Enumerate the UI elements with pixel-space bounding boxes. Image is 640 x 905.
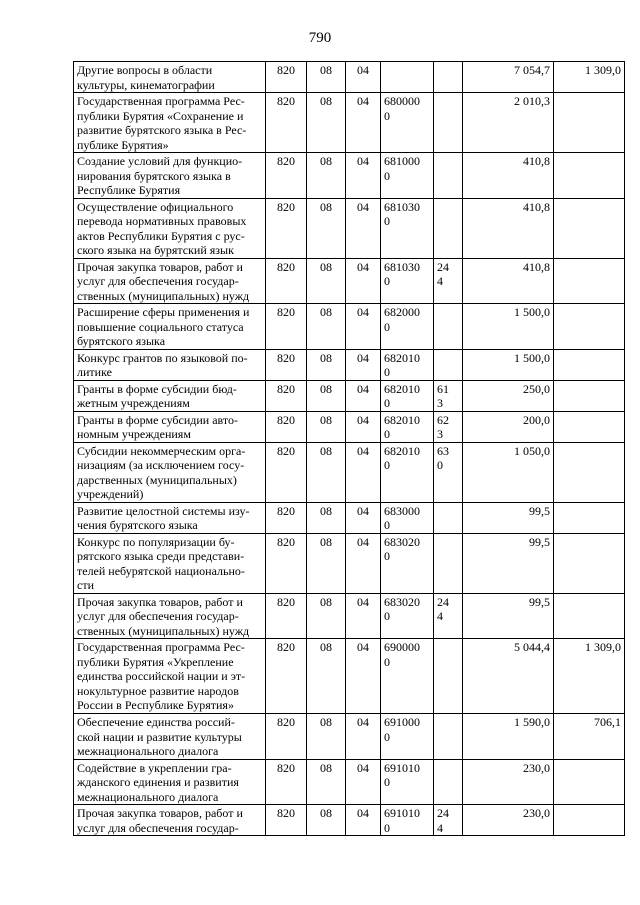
table-row <box>74 304 625 350</box>
table-row <box>74 533 625 593</box>
ministry-code-cell: 820 <box>266 153 307 199</box>
target-article-cell <box>381 93 434 153</box>
item-name-line: услуг для обеспечения государ- <box>77 274 239 288</box>
subsection-code-cell: 04 <box>346 714 381 760</box>
expense-type-cell <box>434 533 463 593</box>
ministry-code-cell: 820 <box>266 93 307 153</box>
ministry-code-cell: 820 <box>266 533 307 593</box>
expense-type-cell <box>434 442 463 502</box>
target-article-cell <box>381 62 434 93</box>
target-article-line: 0 <box>384 108 390 123</box>
item-name-line: учреждений) <box>77 487 144 501</box>
amount-federal-cell <box>554 411 625 442</box>
target-article-cell <box>381 442 434 502</box>
expense-type-cell <box>434 153 463 199</box>
subsection-code-cell: 04 <box>346 759 381 805</box>
amount-cell: 410,8 <box>463 198 554 258</box>
expense-type-line: 24 <box>437 594 449 609</box>
item-name-line: Прочая закупка товаров, работ и <box>77 259 243 274</box>
item-name-line: бурятского языка <box>77 334 166 348</box>
item-name-line: Конкурс по популяризации бу- <box>77 534 235 549</box>
expense-type-line: 3 <box>437 396 443 410</box>
item-name-line: культуры, кинематографии <box>77 77 215 92</box>
target-article-cell <box>381 411 434 442</box>
item-name-line: Обеспечение единства россий- <box>77 715 235 729</box>
item-name-line: нокультурное развитие народов <box>77 683 239 698</box>
section-code-cell: 08 <box>307 153 346 199</box>
expense-type-line: 61 <box>437 381 449 396</box>
expense-type-cell <box>434 593 463 639</box>
target-article-line: 680000 <box>384 94 420 108</box>
item-name-line: публике Бурятия» <box>77 137 169 152</box>
budget-table <box>73 61 625 836</box>
item-name-line: услуг для обеспечения государ- <box>77 609 239 623</box>
item-name-line: чения бурятского языка <box>77 518 198 532</box>
expense-type-cell <box>434 349 463 380</box>
item-name-line: рятского языка среди представи- <box>77 549 245 563</box>
target-article-cell <box>381 714 434 760</box>
amount-cell: 1 050,0 <box>463 442 554 502</box>
target-article-line: 683020 <box>384 534 420 549</box>
section-code-cell: 08 <box>307 62 346 93</box>
ministry-code-cell: 820 <box>266 805 307 836</box>
amount-cell: 230,0 <box>463 759 554 805</box>
amount-cell: 230,0 <box>463 805 554 836</box>
ministry-code-cell: 820 <box>266 198 307 258</box>
target-article-cell <box>381 759 434 805</box>
target-article-cell <box>381 593 434 639</box>
subsection-code-cell: 04 <box>346 593 381 639</box>
subsection-code-cell: 04 <box>346 258 381 304</box>
item-name-cell <box>74 153 266 199</box>
section-code-cell: 08 <box>307 593 346 639</box>
subsection-code-cell: 04 <box>346 411 381 442</box>
section-code-cell: 08 <box>307 639 346 714</box>
subsection-code-cell: 04 <box>346 304 381 350</box>
target-article-cell <box>381 153 434 199</box>
target-article-cell <box>381 258 434 304</box>
table-row <box>74 759 625 805</box>
table-row <box>74 93 625 153</box>
expense-type-line: 4 <box>437 820 443 835</box>
expense-type-line: 0 <box>437 458 443 472</box>
subsection-code-cell: 04 <box>346 62 381 93</box>
item-name-line: литике <box>77 365 112 379</box>
item-name-line: сти <box>77 578 94 592</box>
section-code-cell: 08 <box>307 198 346 258</box>
item-name-line: услуг для обеспечения государ- <box>77 820 239 835</box>
target-article-line: 682010 <box>384 443 420 458</box>
item-name-line: низациям (за исключением госу- <box>77 458 245 472</box>
target-article-line: 691010 <box>384 760 420 775</box>
ministry-code-cell: 820 <box>266 411 307 442</box>
section-code-cell: 08 <box>307 349 346 380</box>
amount-cell: 410,8 <box>463 258 554 304</box>
target-article-line: 683000 <box>384 503 420 518</box>
amount-federal-cell <box>554 805 625 836</box>
item-name-line: межнационального диалога <box>77 789 219 804</box>
ministry-code-cell: 820 <box>266 258 307 304</box>
item-name-line: публики Бурятия «Укрепление <box>77 654 234 669</box>
ministry-code-cell: 820 <box>266 759 307 805</box>
item-name-line: Гранты в форме субсидии бюд- <box>77 381 237 396</box>
target-article-line: 690000 <box>384 640 420 654</box>
item-name-line: повышение социального статуса <box>77 319 244 334</box>
item-name-cell <box>74 349 266 380</box>
item-name-line: Развитие целостной системы изу- <box>77 503 250 518</box>
section-code-cell: 08 <box>307 759 346 805</box>
target-article-line: 0 <box>384 820 390 835</box>
amount-federal-cell <box>554 198 625 258</box>
item-name-line: ственных (муниципальных) нужд <box>77 623 250 638</box>
ministry-code-cell: 820 <box>266 62 307 93</box>
table-row <box>74 380 625 411</box>
subsection-code-cell: 04 <box>346 93 381 153</box>
ministry-code-cell: 820 <box>266 442 307 502</box>
amount-federal-cell <box>554 258 625 304</box>
expense-type-line: 4 <box>437 274 443 288</box>
target-article-cell <box>381 805 434 836</box>
target-article-line: 682010 <box>384 350 420 365</box>
target-article-line: 0 <box>384 458 390 472</box>
item-name-line: актов Республики Бурятия с рус- <box>77 228 245 243</box>
target-article-line: 0 <box>384 427 390 441</box>
item-name-cell <box>74 502 266 533</box>
subsection-code-cell: 04 <box>346 502 381 533</box>
amount-federal-cell <box>554 304 625 350</box>
table-row <box>74 62 625 93</box>
expense-type-line: 24 <box>437 259 449 274</box>
amount-cell: 99,5 <box>463 502 554 533</box>
target-article-line: 0 <box>384 609 390 623</box>
item-name-line: ственных (муниципальных) нужд <box>77 288 250 303</box>
subsection-code-cell: 04 <box>346 380 381 411</box>
target-article-line: 0 <box>384 168 390 183</box>
expense-type-cell <box>434 62 463 93</box>
expense-type-cell <box>434 714 463 760</box>
target-article-line: 0 <box>384 396 390 410</box>
expense-type-cell <box>434 258 463 304</box>
item-name-line: Государственная программа Рес- <box>77 640 245 654</box>
amount-federal-cell <box>554 380 625 411</box>
ministry-code-cell: 820 <box>266 502 307 533</box>
expense-type-cell <box>434 411 463 442</box>
amount-federal-cell <box>554 593 625 639</box>
table-row <box>74 349 625 380</box>
target-article-cell <box>381 502 434 533</box>
item-name-cell <box>74 411 266 442</box>
item-name-cell <box>74 714 266 760</box>
amount-cell: 200,0 <box>463 411 554 442</box>
target-article-line: 0 <box>384 549 390 563</box>
expense-type-cell <box>434 502 463 533</box>
item-name-cell <box>74 198 266 258</box>
item-name-cell <box>74 442 266 502</box>
item-name-cell <box>74 759 266 805</box>
amount-federal-cell <box>554 349 625 380</box>
expense-type-line: 62 <box>437 412 449 427</box>
amount-cell: 1 500,0 <box>463 304 554 350</box>
item-name-line: Прочая закупка товаров, работ и <box>77 806 243 820</box>
target-article-line: 0 <box>384 729 390 744</box>
section-code-cell: 08 <box>307 805 346 836</box>
amount-federal-cell <box>554 153 625 199</box>
subsection-code-cell: 04 <box>346 639 381 714</box>
target-article-cell <box>381 639 434 714</box>
expense-type-line: 4 <box>437 609 443 623</box>
amount-federal-cell: 1 309,0 <box>554 62 625 93</box>
subsection-code-cell: 04 <box>346 442 381 502</box>
item-name-cell <box>74 639 266 714</box>
target-article-cell <box>381 349 434 380</box>
section-code-cell: 08 <box>307 442 346 502</box>
target-article-line: 681000 <box>384 154 420 168</box>
item-name-line: Республике Бурятия <box>77 183 181 197</box>
expense-type-cell <box>434 639 463 714</box>
target-article-line: 682010 <box>384 412 420 427</box>
amount-federal-cell <box>554 759 625 805</box>
table-row <box>74 805 625 836</box>
amount-cell: 250,0 <box>463 380 554 411</box>
item-name-cell <box>74 805 266 836</box>
section-code-cell: 08 <box>307 411 346 442</box>
amount-cell: 99,5 <box>463 593 554 639</box>
item-name-cell <box>74 62 266 93</box>
target-article-line: 691000 <box>384 715 420 729</box>
item-name-line: Содействие в укреплении гра- <box>77 760 232 775</box>
item-name-line: жетным учреждениям <box>77 396 190 410</box>
expense-type-cell <box>434 380 463 411</box>
table-row <box>74 502 625 533</box>
item-name-cell <box>74 258 266 304</box>
item-name-line: Осуществление официального <box>77 199 234 214</box>
table-row <box>74 593 625 639</box>
item-name-line: Другие вопросы в области <box>77 63 213 77</box>
item-name-line: России в Республике Бурятия» <box>77 698 234 712</box>
item-name-cell <box>74 533 266 593</box>
item-name-line: развитие бурятского языка в Рес- <box>77 123 247 137</box>
item-name-cell <box>74 304 266 350</box>
section-code-cell: 08 <box>307 258 346 304</box>
item-name-cell <box>74 380 266 411</box>
amount-cell: 99,5 <box>463 533 554 593</box>
target-article-cell <box>381 304 434 350</box>
target-article-line: 0 <box>384 518 390 532</box>
ministry-code-cell: 820 <box>266 380 307 411</box>
item-name-line: Расширение сферы применения и <box>77 305 250 319</box>
item-name-line: перевода нормативных правовых <box>77 214 247 228</box>
section-code-cell: 08 <box>307 304 346 350</box>
budget-table-body <box>74 62 625 836</box>
expense-type-cell <box>434 93 463 153</box>
subsection-code-cell: 04 <box>346 198 381 258</box>
item-name-line: единства российской нации и эт- <box>77 669 246 683</box>
page-number: 790 <box>308 30 332 46</box>
target-article-line: 0 <box>384 319 390 334</box>
item-name-line: Гранты в форме субсидии авто- <box>77 412 239 427</box>
item-name-line: нирования бурятского языка в <box>77 168 231 183</box>
expense-type-cell <box>434 759 463 805</box>
ministry-code-cell: 820 <box>266 349 307 380</box>
target-article-cell <box>381 198 434 258</box>
item-name-line: Конкурс грантов по языковой по- <box>77 350 248 365</box>
table-row <box>74 411 625 442</box>
amount-cell: 410,8 <box>463 153 554 199</box>
item-name-line: жданского единения и развития <box>77 775 239 789</box>
expense-type-line: 3 <box>437 427 443 441</box>
subsection-code-cell: 04 <box>346 533 381 593</box>
item-name-line: ского языка на бурятский язык <box>77 243 234 257</box>
amount-federal-cell <box>554 502 625 533</box>
amount-federal-cell: 706,1 <box>554 714 625 760</box>
item-name-line: телей небурятской национально- <box>77 563 245 578</box>
table-row <box>74 198 625 258</box>
item-name-line: Субсидии некоммерческим орга- <box>77 443 246 458</box>
table-row <box>74 258 625 304</box>
target-article-line: 0 <box>384 274 390 288</box>
table-row <box>74 442 625 502</box>
expense-type-cell <box>434 304 463 350</box>
item-name-line: Государственная программа Рес- <box>77 94 245 108</box>
target-article-line: 682010 <box>384 381 420 396</box>
ministry-code-cell: 820 <box>266 639 307 714</box>
amount-federal-cell <box>554 533 625 593</box>
target-article-line: 681030 <box>384 199 420 214</box>
target-article-line: 683020 <box>384 594 420 609</box>
item-name-line: Прочая закупка товаров, работ и <box>77 594 243 609</box>
subsection-code-cell: 04 <box>346 349 381 380</box>
item-name-line: дарственных (муниципальных) <box>77 472 237 487</box>
subsection-code-cell: 04 <box>346 805 381 836</box>
item-name-cell <box>74 93 266 153</box>
amount-federal-cell <box>554 93 625 153</box>
item-name-line: Создание условий для функцио- <box>77 154 243 168</box>
section-code-cell: 08 <box>307 714 346 760</box>
expense-type-cell <box>434 198 463 258</box>
target-article-line: 0 <box>384 365 390 379</box>
amount-cell: 5 044,4 <box>463 639 554 714</box>
amount-cell: 1 590,0 <box>463 714 554 760</box>
ministry-code-cell: 820 <box>266 593 307 639</box>
ministry-code-cell: 820 <box>266 714 307 760</box>
section-code-cell: 08 <box>307 502 346 533</box>
item-name-line: межнационального диалога <box>77 744 219 758</box>
section-code-cell: 08 <box>307 380 346 411</box>
target-article-line: 682000 <box>384 305 420 319</box>
table-row <box>74 153 625 199</box>
item-name-line: публики Бурятия «Сохранение и <box>77 108 244 123</box>
amount-cell: 7 054,7 <box>463 62 554 93</box>
section-code-cell: 08 <box>307 533 346 593</box>
target-article-line: 0 <box>384 214 390 228</box>
amount-federal-cell <box>554 442 625 502</box>
item-name-cell <box>74 593 266 639</box>
target-article-line: 0 <box>384 775 390 789</box>
item-name-line: ской нации и развитие культуры <box>77 729 242 744</box>
target-article-line: 681030 <box>384 259 420 274</box>
expense-type-cell <box>434 805 463 836</box>
target-article-cell <box>381 380 434 411</box>
amount-federal-cell: 1 309,0 <box>554 639 625 714</box>
target-article-line: 0 <box>384 654 390 669</box>
amount-cell: 1 500,0 <box>463 349 554 380</box>
table-row <box>74 639 625 714</box>
table-row <box>74 714 625 760</box>
amount-cell: 2 010,3 <box>463 93 554 153</box>
ministry-code-cell: 820 <box>266 304 307 350</box>
target-article-cell <box>381 533 434 593</box>
subsection-code-cell: 04 <box>346 153 381 199</box>
item-name-line: номным учреждениям <box>77 427 191 441</box>
target-article-line: 691010 <box>384 806 420 820</box>
expense-type-line: 24 <box>437 806 449 820</box>
expense-type-line: 63 <box>437 443 449 458</box>
section-code-cell: 08 <box>307 93 346 153</box>
